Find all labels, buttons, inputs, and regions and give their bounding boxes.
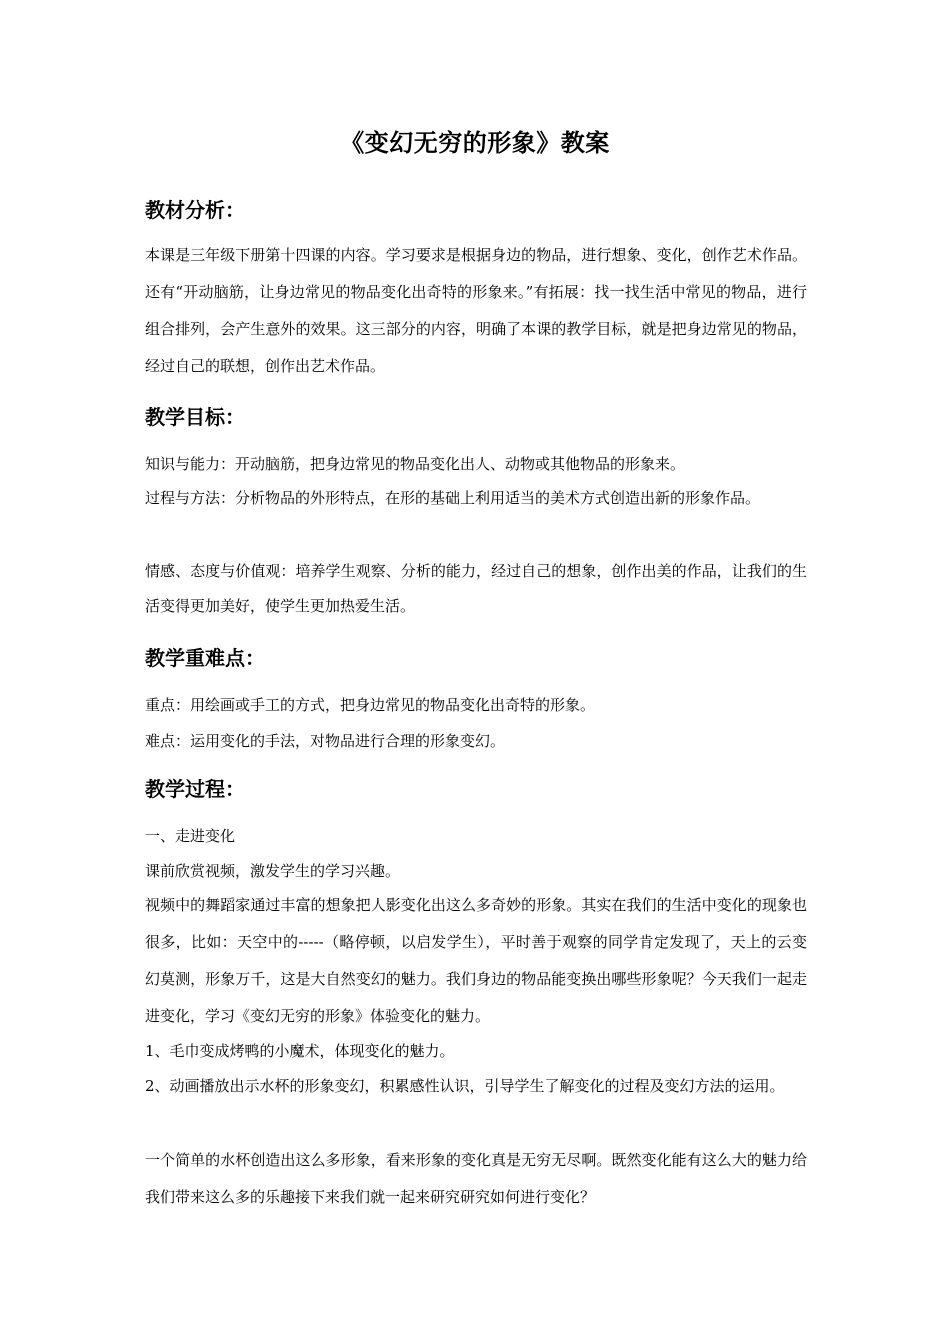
heading-goals: 教学目标： (145, 405, 245, 429)
process-intro: 课前欣赏视频，激发学生的学习兴趣。 (145, 862, 401, 880)
process-item-2: 2、动画播放出示水杯的形象变幻，积累感性认识，引导学生了解变化的过程及变幻方法的运用。 (145, 1077, 785, 1095)
process-item-1: 1、毛巾变成烤鸭的小魔术，体现变化的魅力。 (145, 1042, 455, 1060)
process-closing: 一个简单的水杯创造出这么多形象，看来形象的变化真是无穷无尽啊。既然变化能有这么大的魅力给我们带来这么多的乐趣接下来我们就一起来研究研究如何进行变化？ (145, 1151, 807, 1206)
goal-emotion: 情感、态度与价值观：培养学生观察、分析的能力，经过自己的想象，创作出美的作品，让我们的生活变得更加美好，使学生更加热爱生活。 (145, 562, 807, 615)
analysis-paragraph: 本课是三年级下册第十四课的内容。学习要求是根据身边的物品，进行想象、变化，创作艺术作品。还有“开动脑筋，让身边常见的物品变化出奇特的形象来。”有拓展：找一找生活中常见的物品，进行组合排列，会产生意外的效果。这三部分的内容，明确了本课的教学目标，就是把身边常见的物品，经过自己的联想，创作出艺术作品。 (145, 246, 807, 375)
keypoint-difficulty: 难点：运用变化的手法，对物品进行合理的形象变幻。 (145, 732, 506, 750)
document-title: 《变幻无穷的形象》教案 (340, 128, 610, 157)
heading-keypoints: 教学重难点： (145, 646, 265, 670)
keypoint-focus: 重点：用绘画或手工的方式，把身边常见的物品变化出奇特的形象。 (145, 696, 596, 714)
process-step-title: 一、走进变化 (145, 827, 236, 845)
process-paragraph: 视频中的舞蹈家通过丰富的想象把人影变化出这么多奇妙的形象。其实在我们的生活中变化的现象也很多，比如：天空中的-----（略停顿，以启发学生），平时善于观察的同学肯定发现了，天上的云变幻莫测，形象万千，这是大自然变幻的魅力。我们身边的物品能变换出哪些形象呢？今天我们一起走进变化，学习《变幻无穷的形象》体验变化的魅力。 (145, 896, 807, 1025)
heading-process: 教学过程： (145, 777, 245, 801)
heading-analysis: 教材分析： (145, 198, 245, 222)
goal-knowledge: 知识与能力：开动脑筋，把身边常见的物品变化出人、动物或其他物品的形象来。 (145, 455, 686, 473)
goal-process: 过程与方法：分析物品的外形特点，在形的基础上利用适当的美术方式创造出新的形象作品。 (145, 489, 761, 507)
